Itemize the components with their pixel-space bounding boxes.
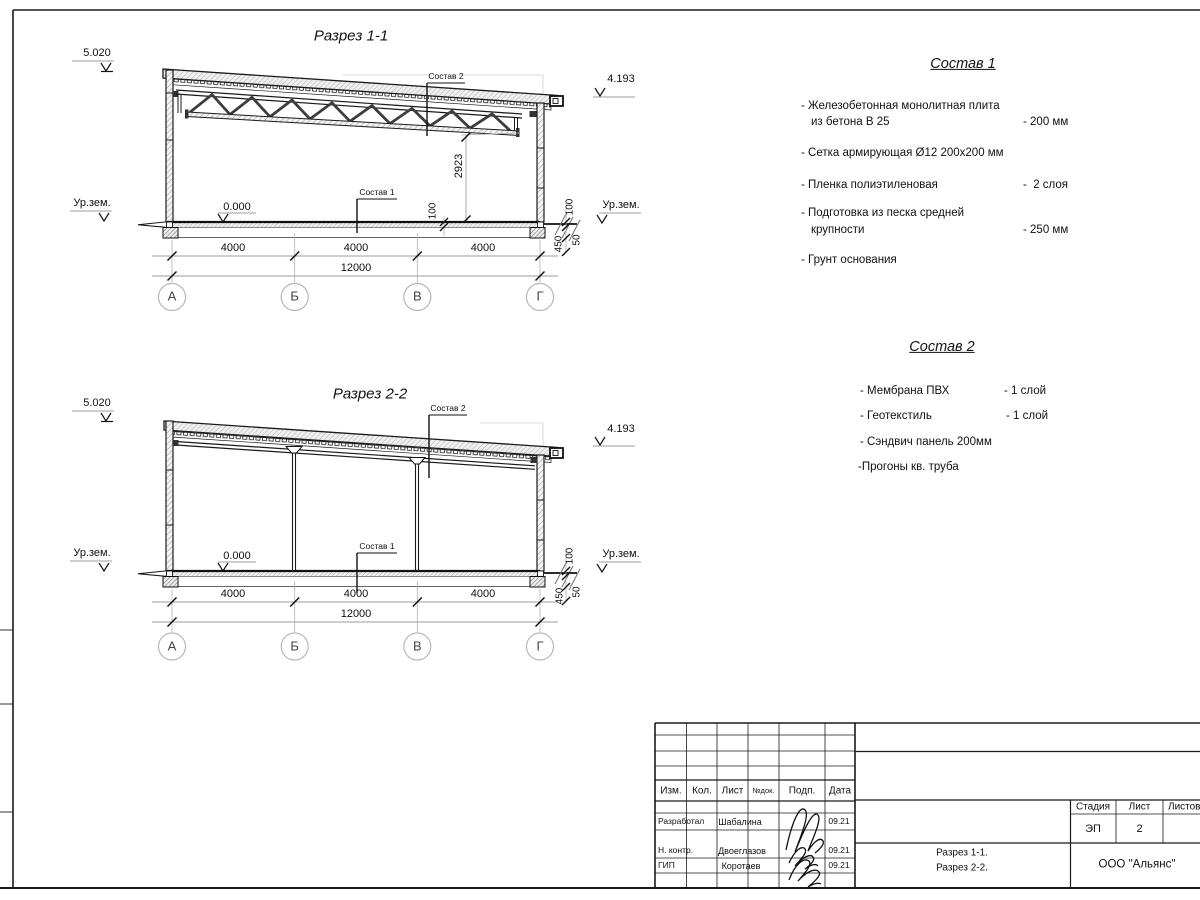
axis-bubble-v-1: В [412,288,422,304]
ground-label-left-2: Ур.зем. [73,546,111,559]
signature-gip [789,860,821,887]
tb-date-ncontrol: 09.21 [828,844,850,855]
right-dim-100-2: 100 [564,547,576,565]
elevation-left-1: 5.020 [83,46,111,59]
tb-role-gip: ГИП [658,859,675,870]
comp1-item4-value: - 250 мм [1023,223,1069,236]
comp1-item3-line1: - Пленка полиэтиленовая [801,178,938,191]
comp2-item2-line1: - Геотекстиль [860,410,932,422]
tb-date-developer: 09.21 [828,815,850,826]
comp1-item1-line1: - Железобетонная монолитная плита [801,100,1000,112]
tb-stage-label: Стадия [1075,801,1111,813]
right-dim-100-1: 100 [564,198,576,216]
span-dim-1: 4000 [220,241,246,254]
comp1-item4-line2: крупности [811,223,865,236]
elevation-right-2: 4.193 [607,422,635,435]
span-dim-1: 4000 [220,587,246,600]
truss-height-dim-1: 2923 [452,153,465,179]
tb-col-podp: Подп. [788,784,816,796]
tb-stage-value: ЭП [1085,822,1101,835]
comp2-item4-line1: -Прогоны кв. труба [858,461,959,473]
floor-leader-label-1: Состав 1 [359,187,395,198]
ground-label-right-1: Ур.зем. [602,198,640,211]
signature-developer [786,809,823,853]
tb-role-ncontrol: Н. контр. [658,844,694,855]
roof-leader-label-2: Состав 2 [430,403,466,414]
comp1-item1-line2: из бетона В 25 [811,115,890,128]
axis-bubble-b-2: Б [290,638,299,654]
right-dim-50-1: 50 [571,234,583,246]
floor-leader-label-2: Состав 1 [359,541,395,552]
signatures [786,809,823,887]
ground-label-left-1: Ур.зем. [73,196,111,209]
ground-label-right-2: Ур.зем. [602,547,640,560]
tb-sheets-label: Листов [1168,801,1200,813]
tb-col-data: Дата [828,784,852,796]
slab-dim-100-1: 100 [427,202,439,220]
comp2-item1-value: - 1 слой [1004,385,1047,397]
tb-sheet-value: 2 [1136,822,1143,835]
roof-leader-label-1: Состав 2 [428,71,464,82]
comp1-item2-line1: - Сетка армирующая Ø12 200x200 мм [801,147,1004,159]
axis-bubble-g-2: Г [536,638,544,654]
axis-bubble-v-2: В [412,638,422,654]
tb-name-ncontrol: Двоеглазов [718,845,766,856]
tb-doc-name-line2: Разрез 2-2. [936,862,988,874]
tb-col-izm: Изм. [660,784,682,796]
comp1-item5-line1: - Грунт основания [801,253,897,266]
right-dim-50-2: 50 [571,586,583,598]
tb-col-ndok: №док. [752,785,775,795]
composition-1-title: Состав 1 [930,55,996,72]
axis-bubble-a-1: А [167,288,177,304]
span-dim-3: 4000 [470,241,496,254]
tb-name-developer: Шабалина [718,816,762,827]
axis-bubble-b-1: Б [290,288,299,304]
section-2-2-linework [70,411,641,660]
comp1-item3-value: - 2 слоя [1023,178,1069,191]
elevation-right-1: 4.193 [607,72,635,85]
tb-col-kol: Кол. [692,784,712,796]
zero-level-2: 0.000 [223,549,251,562]
total-dim-2: 12000 [340,607,372,620]
elevation-left-2: 5.020 [83,396,111,409]
right-dim-450-1: 450 [553,235,565,253]
comp1-item1-value: - 200 мм [1023,115,1069,128]
tb-date-gip: 09.21 [828,859,850,870]
section-2-title: Разрез 2-2 [332,385,408,403]
tb-doc-name-line1: Разрез 1-1. [936,847,988,859]
comp1-item4-line1: - Подготовка из песка средней [801,207,965,219]
tb-sheet-label: Лист [1128,801,1151,813]
right-dim-450-2: 450 [554,587,566,605]
tb-role-developer: Разработал [658,815,705,826]
span-dim-2: 4000 [343,241,369,254]
tb-col-list: Лист [721,784,744,796]
axis-bubble-a-2: А [167,638,177,654]
span-dim-3: 4000 [470,587,496,600]
comp2-item2-value: - 1 слой [1006,410,1049,422]
axis-bubble-g-1: Г [536,288,544,304]
comp2-item1-line1: - Мембрана ПВХ [860,385,950,397]
span-dim-2: 4000 [343,587,369,600]
comp2-item3-line1: - Сэндвич панель 200мм [860,436,992,448]
tb-name-gip: Коротаев [721,860,761,871]
total-dim-1: 12000 [340,261,372,274]
zero-level-1: 0.000 [223,200,251,213]
composition-2-title: Состав 2 [909,338,975,355]
tb-company: ООО "Альянс" [1098,858,1176,871]
sheet-frame [0,10,1200,888]
section-1-title: Разрез 1-1 [313,27,389,45]
